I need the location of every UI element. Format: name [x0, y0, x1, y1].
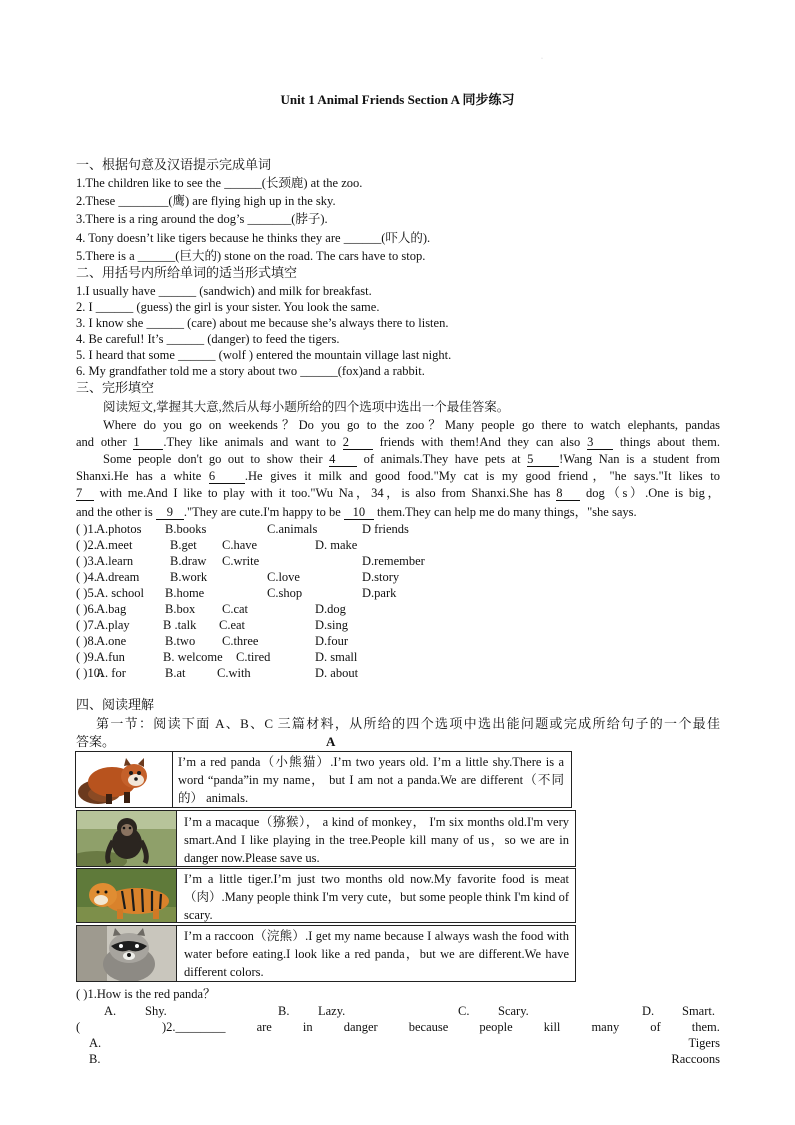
answer-blank[interactable]: ______ [343, 231, 382, 245]
animal-card-macaque [76, 810, 576, 867]
cloze-option-b[interactable]: B.work [170, 570, 208, 584]
cloze-option-c[interactable]: C.cat [222, 602, 249, 616]
cloze-line-6: and the other is 9 ."They are cute.I'm happy to be 10 them.They can help me do many things，"she says. [76, 505, 637, 519]
cloze-option-c[interactable]: C.shop [267, 586, 303, 600]
cloze-option-b[interactable]: B.home [165, 586, 205, 600]
s2-item-1: 1.I usually have ______ (sandwich) and milk for breakfast. [76, 284, 372, 298]
cloze-option-b[interactable]: B.at [165, 666, 186, 680]
cloze-line-5: 7 with me.And I like to play with it too."Wu Na，34，is also from Shanxi.She has 8 dog（s）.One is big， [76, 486, 720, 500]
cloze-question-number: ( )10. [76, 666, 104, 680]
cloze-option-a[interactable]: A.dream [96, 570, 140, 584]
cloze-blank[interactable]: 5 [527, 453, 559, 467]
cloze-blank[interactable]: 6 [209, 470, 245, 484]
s1-item-5: 5.There is a ______(巨大的) stone on the road. The cars have to stop. [76, 249, 426, 263]
section-1-heading: 一、根据句意及汉语提示完成单词 [76, 157, 272, 172]
raccoon-text: I’m a raccoon（浣熊）.I get my name because I always wash the food with water before eating.I look like a red panda，but we are different.We have different colors. [184, 929, 569, 979]
cloze-question-number: ( )4. [76, 570, 97, 584]
cloze-question-number: ( )5. [76, 586, 97, 600]
s2-item-4: 4. Be careful! It’s ______ (danger) to feed the tigers. [76, 332, 340, 346]
s1-item-3: 3.There is a ring around the dog’s _______(脖子). [76, 212, 328, 226]
cloze-option-a[interactable]: A.one [96, 634, 127, 648]
cloze-option-b[interactable]: B.box [165, 602, 196, 616]
cloze-option-c[interactable]: C.write [222, 554, 260, 568]
red-panda-text: I’m a red panda（小熊猫）.I’m two years old. I’m a little shy.There is a word “panda”in my name， but I am not a panda.We are different（不同的） animals. [178, 755, 564, 805]
s2-item-2: 2. I ______ (guess) the girl is your sister. You look the same. [76, 300, 380, 314]
s2-item-6: 6. My grandfather told me a story about two ______(fox)and a rabbit. [76, 364, 425, 378]
q1-option-c-text: Scary. [498, 1004, 529, 1018]
cloze-question-number: ( )8. [76, 634, 97, 648]
cloze-option-a[interactable]: A. school [96, 586, 144, 600]
cloze-blank[interactable]: 9 [156, 506, 184, 520]
q1-option-c-label[interactable]: C. [458, 1004, 470, 1018]
q2-option-a-text: Tigers [688, 1036, 720, 1050]
q2-paren: ( [76, 1020, 81, 1034]
tiger-image [77, 869, 177, 922]
cloze-blank[interactable]: 2 [343, 436, 373, 450]
cloze-option-d[interactable]: D.sing [315, 618, 348, 632]
cloze-option-a[interactable]: A.bag [96, 602, 127, 616]
tiger-text: I’m a little tiger.I’m just two months old now.My favorite food is meat（肉）.Many people think I'm very cute，but some people think I'm kind of scary. [184, 872, 569, 922]
q2-option-a-label[interactable]: A. [89, 1036, 102, 1050]
section-2-heading: 二、用括号内所给单词的适当形式填空 [76, 265, 298, 280]
cloze-option-b[interactable]: B.books [165, 522, 207, 536]
cloze-question-number: ( )6. [76, 602, 97, 616]
cloze-blank[interactable]: 10 [344, 506, 374, 520]
page-title: Unit 1 Animal Friends Section A 同步练习 [280, 92, 515, 107]
cloze-blank[interactable]: 8 [556, 487, 580, 501]
q1-option-b-label[interactable]: B. [278, 1004, 290, 1018]
cloze-option-c[interactable]: C.with [217, 666, 251, 680]
q1-option-a-text: Shy. [145, 1004, 167, 1018]
cloze-option-b[interactable]: B.two [165, 634, 196, 648]
cloze-option-c[interactable]: C.animals [267, 522, 318, 536]
cloze-option-c[interactable]: C.tired [236, 650, 271, 664]
macaque-image [77, 811, 177, 866]
cloze-option-d[interactable]: D. small [315, 650, 358, 664]
animal-card-red-panda [75, 751, 572, 808]
macaque-text: I’m a macaque（猕猴）， a kind of monkey， I'm six months old.I'm very smart.And I like playing in the tree.People kill many of us，so we are in danger now.Please save us. [184, 815, 569, 865]
cloze-blank[interactable]: 7 [76, 487, 94, 501]
red-panda-image [76, 752, 173, 807]
section-3-heading: 三、完形填空 [76, 380, 155, 395]
cloze-line-3: Some people don't go out to show their 4 of animals.They have pets at 5 !Wang Nan is a student from [103, 452, 720, 466]
cloze-option-b[interactable]: B.get [170, 538, 197, 552]
answer-blank[interactable]: _______ [247, 212, 292, 226]
cloze-option-d[interactable]: D.dog [315, 602, 346, 616]
q1-option-d-text: Smart. [682, 1004, 715, 1018]
cloze-question-number: ( )7. [76, 618, 97, 632]
reading-intro-line-1: 第一节：阅读下面 A、B、C 三篇材料，从所给的四个选项中选出能问题或完成所给句子的一个最佳 [96, 716, 720, 731]
cloze-blank[interactable]: 1 [133, 436, 163, 450]
reading-intro-line-2: 答案。 [76, 734, 116, 749]
passage-label: A [326, 734, 336, 749]
cloze-instruction: 阅读短文,掌握其大意,然后从每小题所给的四个选项中选出一个最佳答案。 [103, 400, 510, 414]
cloze-option-a[interactable]: A.learn [96, 554, 134, 568]
s1-item-4: 4. Tony doesn’t like tigers because he thinks they are ______(吓人的). [76, 231, 431, 245]
cloze-option-a[interactable]: A.photos [96, 522, 142, 536]
q1-option-b-text: Lazy. [318, 1004, 346, 1018]
cloze-option-b[interactable]: B. welcome [163, 650, 223, 664]
cloze-question-number: ( )3. [76, 554, 97, 568]
cloze-option-d[interactable]: D.remember [362, 554, 425, 568]
q2-option-b-label[interactable]: B. [89, 1052, 101, 1066]
answer-blank[interactable]: ______ [224, 176, 262, 190]
cloze-option-c[interactable]: C.eat [219, 618, 246, 632]
cloze-option-b[interactable]: B.draw [170, 554, 207, 568]
cloze-option-c[interactable]: C.three [222, 634, 259, 648]
s2-item-3: 3. I know she ______ (care) about me because she’s always there to listen. [76, 316, 449, 330]
cloze-option-d[interactable]: D.four [315, 634, 348, 648]
answer-blank[interactable]: ________ [118, 194, 169, 208]
s1-item-1: 1.The children like to see the ______(长颈鹿) at the zoo. [76, 176, 363, 190]
cloze-option-d[interactable]: D. make [315, 538, 358, 552]
cloze-option-d[interactable]: D.park [362, 586, 397, 600]
cloze-question-number: ( )2. [76, 538, 97, 552]
cloze-option-c[interactable]: C.love [267, 570, 300, 584]
reading-question-1: ( )1.How is the red panda？ [76, 987, 216, 1001]
raccoon-image [77, 926, 177, 981]
cloze-blank[interactable]: 4 [329, 453, 357, 467]
reading-question-2: )2.________ are in danger because people kill many of them. [162, 1020, 720, 1034]
cloze-option-a[interactable]: A. for [96, 666, 126, 680]
section-4-heading: 四、阅读理解 [76, 697, 155, 712]
cloze-question-number: ( )1. [76, 522, 97, 536]
cloze-line-1: Where do you go on weekends？Do you go to the zoo？Many people go there to watch elephants, pandas [103, 418, 720, 432]
cloze-line-2: and other 1 .They like animals and want to 2 friends with them!And they can also 3 things about them. [76, 435, 721, 449]
cloze-question-number: ( )9. [76, 650, 97, 664]
page-mark: · [541, 56, 543, 62]
answer-blank[interactable]: ______ [137, 249, 176, 263]
cloze-option-c[interactable]: C.have [222, 538, 258, 552]
cloze-option-b[interactable]: B .talk [163, 618, 197, 632]
s2-item-5: 5. I heard that some ______ (wolf ) entered the mountain village last night. [76, 348, 452, 362]
cloze-option-d[interactable]: D friends [362, 522, 409, 536]
q2-option-b-text: Raccoons [671, 1052, 720, 1066]
animal-card-raccoon [76, 925, 576, 982]
cloze-option-a[interactable]: A.meet [96, 538, 133, 552]
s1-item-2: 2.These ________(鹰) are flying high up in the sky. [76, 194, 336, 208]
q1-option-d-label[interactable]: D. [642, 1004, 655, 1018]
cloze-option-a[interactable]: A.play [96, 618, 130, 632]
cloze-option-d[interactable]: D. about [315, 666, 359, 680]
cloze-option-a[interactable]: A.fun [96, 650, 125, 664]
q1-option-a-label[interactable]: A. [104, 1004, 117, 1018]
cloze-blank[interactable]: 3 [587, 436, 613, 450]
cloze-line-4: Shanxi.He has a white 6 .He gives it milk and good food."My cat is my good friend，"he says."It likes to [76, 469, 720, 483]
animal-card-tiger [76, 868, 576, 923]
cloze-option-d[interactable]: D.story [362, 570, 400, 584]
